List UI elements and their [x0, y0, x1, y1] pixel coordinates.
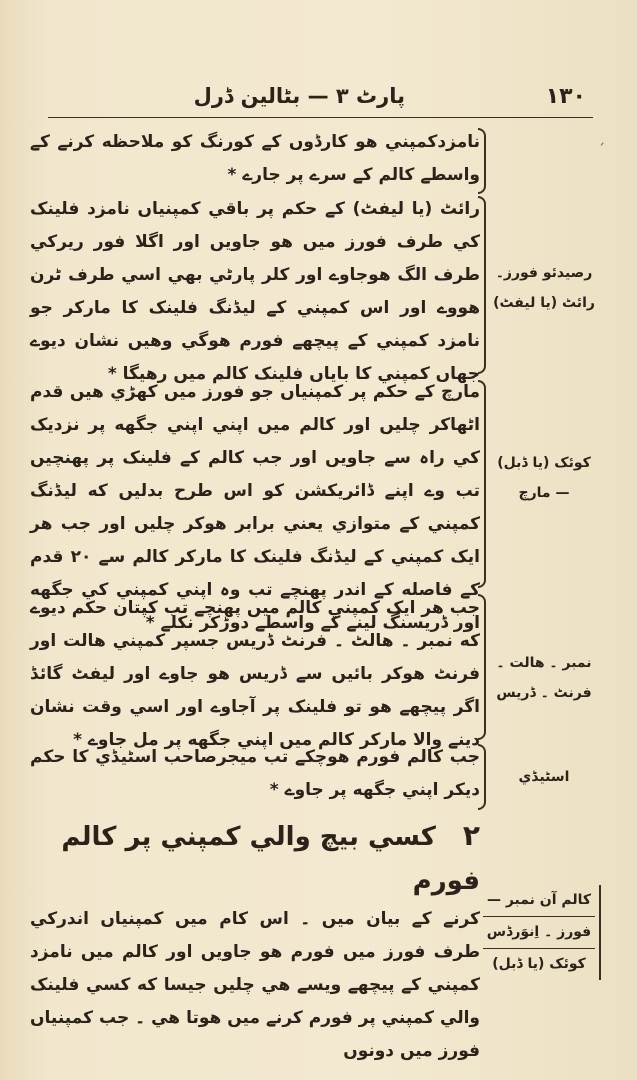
header-rule [48, 117, 593, 118]
section-heading [30, 814, 480, 903]
margin-note [488, 258, 600, 318]
paragraph [30, 126, 480, 192]
margin-note-line: — مارچ [518, 485, 570, 501]
paragraph-text: رائٹ (یا لیفٹ) کے حکم پر باقي کمپنیاں نامزد فلینک کي طرف فورز میں هو جاویں اور اگلا فور ریرکي طرف الگ هوجاوے اور کلر پارٹي بهي اسي طرف ٹرن هووے اور اس کمپني کے لیڈنگ فلینک کا مارکر جو نامزد کمپني کے پیچهے فورم هوگي وهیں نشان دیوے جهاں کمپني کا بایاں فلینک کالم میں رهیگا * [30, 199, 480, 384]
margin-note-line: کوئک (یا ڈبل) [497, 455, 591, 471]
margin-note [488, 648, 600, 708]
margin-note-line: اسٹیڈي [518, 769, 570, 785]
margin-note-line: رصیدئو فورز۔ [495, 265, 593, 281]
paragraph-text: مارچ کے حکم پر کمپنیاں جو فورز میں کهڑي هیں قدم اٹهاکر چلیں اور کالم میں اپني اپني جگهه پر نزدیک کي راہ سے جاویں اور جب کالم کے فلینک پر پهنچیں تب وے اپنے ڈائریکشن کو اس طرح بدلیں که لیڈنگ کمپني کے متوازي یعني برابر هوکر چلیں اور جب هر ایک کمپني کے لیڈنگ فلینک کا مارکر کالم سے ٢٠ قدم کے فاصله کے اندر پهنچے تب وہ اپني کمپني کي جگهه اور ڈریسنگ لینے کے واسطے دوڑکر نکلے * [30, 382, 480, 633]
section-number: ٢ [462, 819, 480, 852]
running-title: پارٹ ٣ — بٹالین ڈرل [193, 84, 405, 108]
paragraph [30, 193, 480, 384]
margin-note-line: کالم آن نمبر — [483, 885, 595, 917]
paragraph [30, 376, 480, 633]
paragraph-text: کرنے کے بیان میں ۔ اس کام میں کمپنیاں اندرکي طرف فورز میں فورم هو جاویں اور کالم میں نامزد کمپني کے پیچهے ویسے هي چلیں جیسا که کسي فلینک والي کمپني پر فورم کرنے میں هوتا هي ۔ جب کمپنیاں فورز میں دونوں [30, 909, 480, 1061]
margin-note-line: فورز ۔ اِنوَرڈس [483, 917, 595, 949]
page-header [60, 84, 586, 118]
margin-note-line: رائٹ (یا لیفٹ) [493, 295, 595, 311]
paragraph [30, 741, 480, 811]
margin-note-line: نمبر ۔ هالت ۔ [496, 655, 592, 671]
margin-note [488, 448, 600, 508]
paragraph-text: جب هر ایک کمپني کالم میں پهنچے تب کپتان حکم دیوے که نمبر ۔ هالٹ ۔ فرنٹ ڈریس جسپر کمپني هالت اور فرنٹ هوکر بائیں سے ڈریس هو جاوے اور لیفٹ گائڈ اگر پیچهے هو تو فلینک پر آجاوے اور اسي وقت نشان دینے والا مارکر کالم میں اپني جگهه پر مل جاوے * [30, 598, 480, 750]
page-number: ١٣٠ [545, 84, 586, 109]
margin-note-line: فرنٹ ۔ ڈریس [496, 685, 592, 701]
margin-note-box [483, 885, 601, 980]
section-heading-block [30, 814, 480, 1061]
margin-note [488, 762, 600, 792]
section-title: کسي بیچ والي کمپني پر کالم فورم [61, 822, 480, 896]
paragraph-text: نامزدکمپني هو کارڈوں کے کورنگ کو ملاحظه کرنے کے واسطے کالم کے سرے پر جارے * [30, 132, 480, 185]
paragraph-text: جب کالم فورم هوچکے تب میجرصاحب اسٹیڈي کا حکم دیکر اپني جگهه پر جاوے * [30, 747, 480, 800]
paragraph [30, 592, 480, 750]
margin-note-line: کوئک (یا ڈبل) [492, 956, 586, 972]
margin-tick: ˏ [598, 130, 605, 146]
